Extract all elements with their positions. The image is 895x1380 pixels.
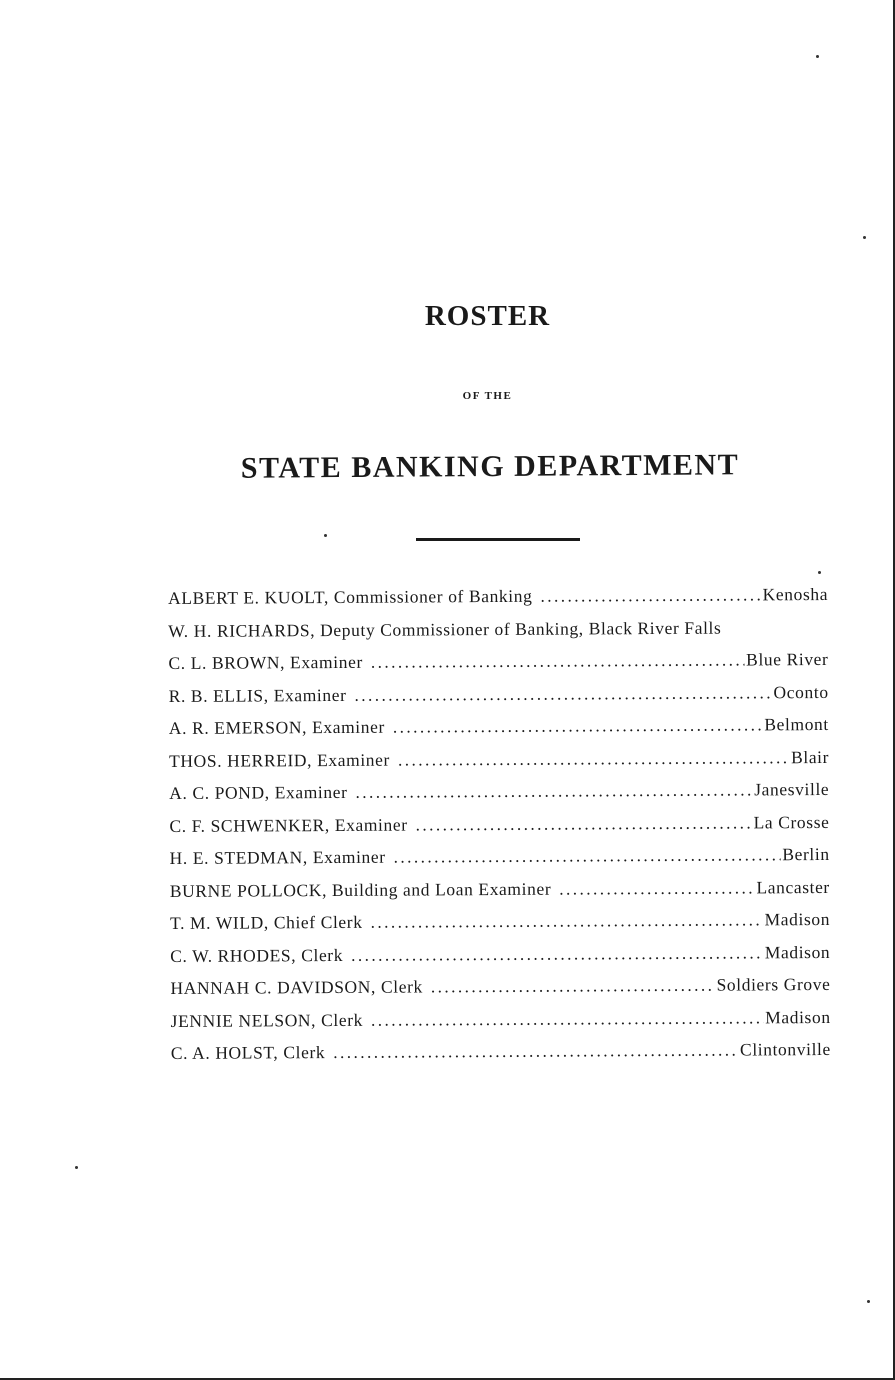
dot-leader: [370, 909, 762, 932]
roster-entry-name: R. B. ELLIS, Examiner: [168, 684, 347, 706]
ink-speck: [816, 55, 819, 58]
roster-entry-name: H. E. STEDMAN, Examiner: [169, 846, 386, 868]
dot-leader: [540, 584, 760, 606]
roster-entry-name: C. A. HOLST, Clerk: [170, 1042, 326, 1063]
roster-entry-name: C. F. SCHWENKER, Examiner: [169, 814, 408, 836]
roster-list: [168, 584, 831, 1076]
dot-leader: [398, 747, 789, 770]
roster-entry: [170, 974, 830, 1011]
dot-leader: [416, 812, 752, 835]
roster-entry-name: C. W. RHODES, Clerk: [170, 944, 344, 966]
roster-entry-place: La Crosse: [753, 811, 830, 832]
roster-entry: [170, 844, 830, 881]
roster-entry-place: Madison: [764, 908, 831, 930]
dot-leader: [394, 844, 781, 867]
dot-leader: [371, 649, 744, 672]
roster-entry-place: Oconto: [773, 681, 829, 702]
dot-leader: [354, 682, 771, 706]
ink-speck: [818, 571, 821, 574]
roster-entry: [170, 909, 830, 946]
roster-entry-place: Belmont: [764, 713, 829, 735]
roster-entry-name: A. C. POND, Examiner: [169, 781, 348, 803]
roster-entry: [171, 1039, 831, 1076]
roster-entry-name: ALBERT E. KUOLT, Commissioner of Banking: [168, 585, 533, 608]
roster-entry-name: T. M. WILD, Chief Clerk: [169, 911, 363, 933]
roster-entry: [169, 779, 829, 816]
roster-entry-name: HANNAH C. DAVIDSON, Clerk: [170, 976, 423, 998]
title-rule: [416, 538, 580, 541]
ink-speck: [867, 1300, 870, 1303]
dot-leader: [333, 1040, 738, 1063]
dot-leader: [393, 714, 763, 737]
roster-entry-place: Lancaster: [756, 876, 830, 897]
roster-entry-name: W. H. RICHARDS, Deputy Commissioner of Banking, Black River Falls: [168, 617, 722, 641]
roster-entry: [169, 811, 829, 848]
ink-speck: [324, 534, 327, 537]
roster-entry: [168, 649, 828, 686]
roster-entry-name: C. L. BROWN, Examiner: [168, 651, 363, 673]
roster-entry-place: Janesville: [754, 778, 830, 800]
roster-entry-place: Madison: [764, 941, 831, 962]
roster-entry: [168, 616, 828, 653]
roster-entry: [171, 1006, 831, 1043]
roster-entry-place: Soldiers Grove: [716, 973, 831, 995]
roster-entry: [169, 681, 829, 718]
roster-entry: [169, 714, 829, 751]
roster-entry: [169, 746, 829, 783]
ink-speck: [863, 236, 866, 239]
roster-entry: [168, 584, 828, 621]
roster-entry-name: BURNE POLLOCK, Building and Loan Examiner: [169, 878, 552, 901]
roster-entry-place: Berlin: [782, 843, 830, 865]
dot-leader: [431, 975, 715, 998]
roster-entry-place: Madison: [765, 1006, 831, 1027]
dot-leader: [559, 877, 754, 899]
roster-entry-place: Blue River: [746, 648, 829, 670]
roster-entry: [170, 941, 830, 978]
roster-entry-name: A. R. EMERSON, Examiner: [168, 716, 385, 738]
roster-entry-name: JENNIE NELSON, Clerk: [170, 1009, 364, 1031]
dot-leader: [371, 1007, 763, 1030]
title-connector: OF THE: [462, 390, 513, 402]
dot-leader: [351, 942, 763, 966]
roster-entry-place: Clintonville: [739, 1038, 831, 1060]
page-title: ROSTER: [424, 300, 551, 332]
roster-entry-name: THOS. HERREID, Examiner: [168, 749, 390, 771]
roster-entry-place: Kenosha: [762, 583, 829, 605]
roster-entry: [170, 876, 830, 913]
ink-speck: [75, 1166, 78, 1169]
dot-leader: [355, 779, 752, 802]
roster-entry-place: Blair: [790, 746, 830, 767]
page-subtitle: STATE BANKING DEPARTMENT: [240, 448, 740, 485]
